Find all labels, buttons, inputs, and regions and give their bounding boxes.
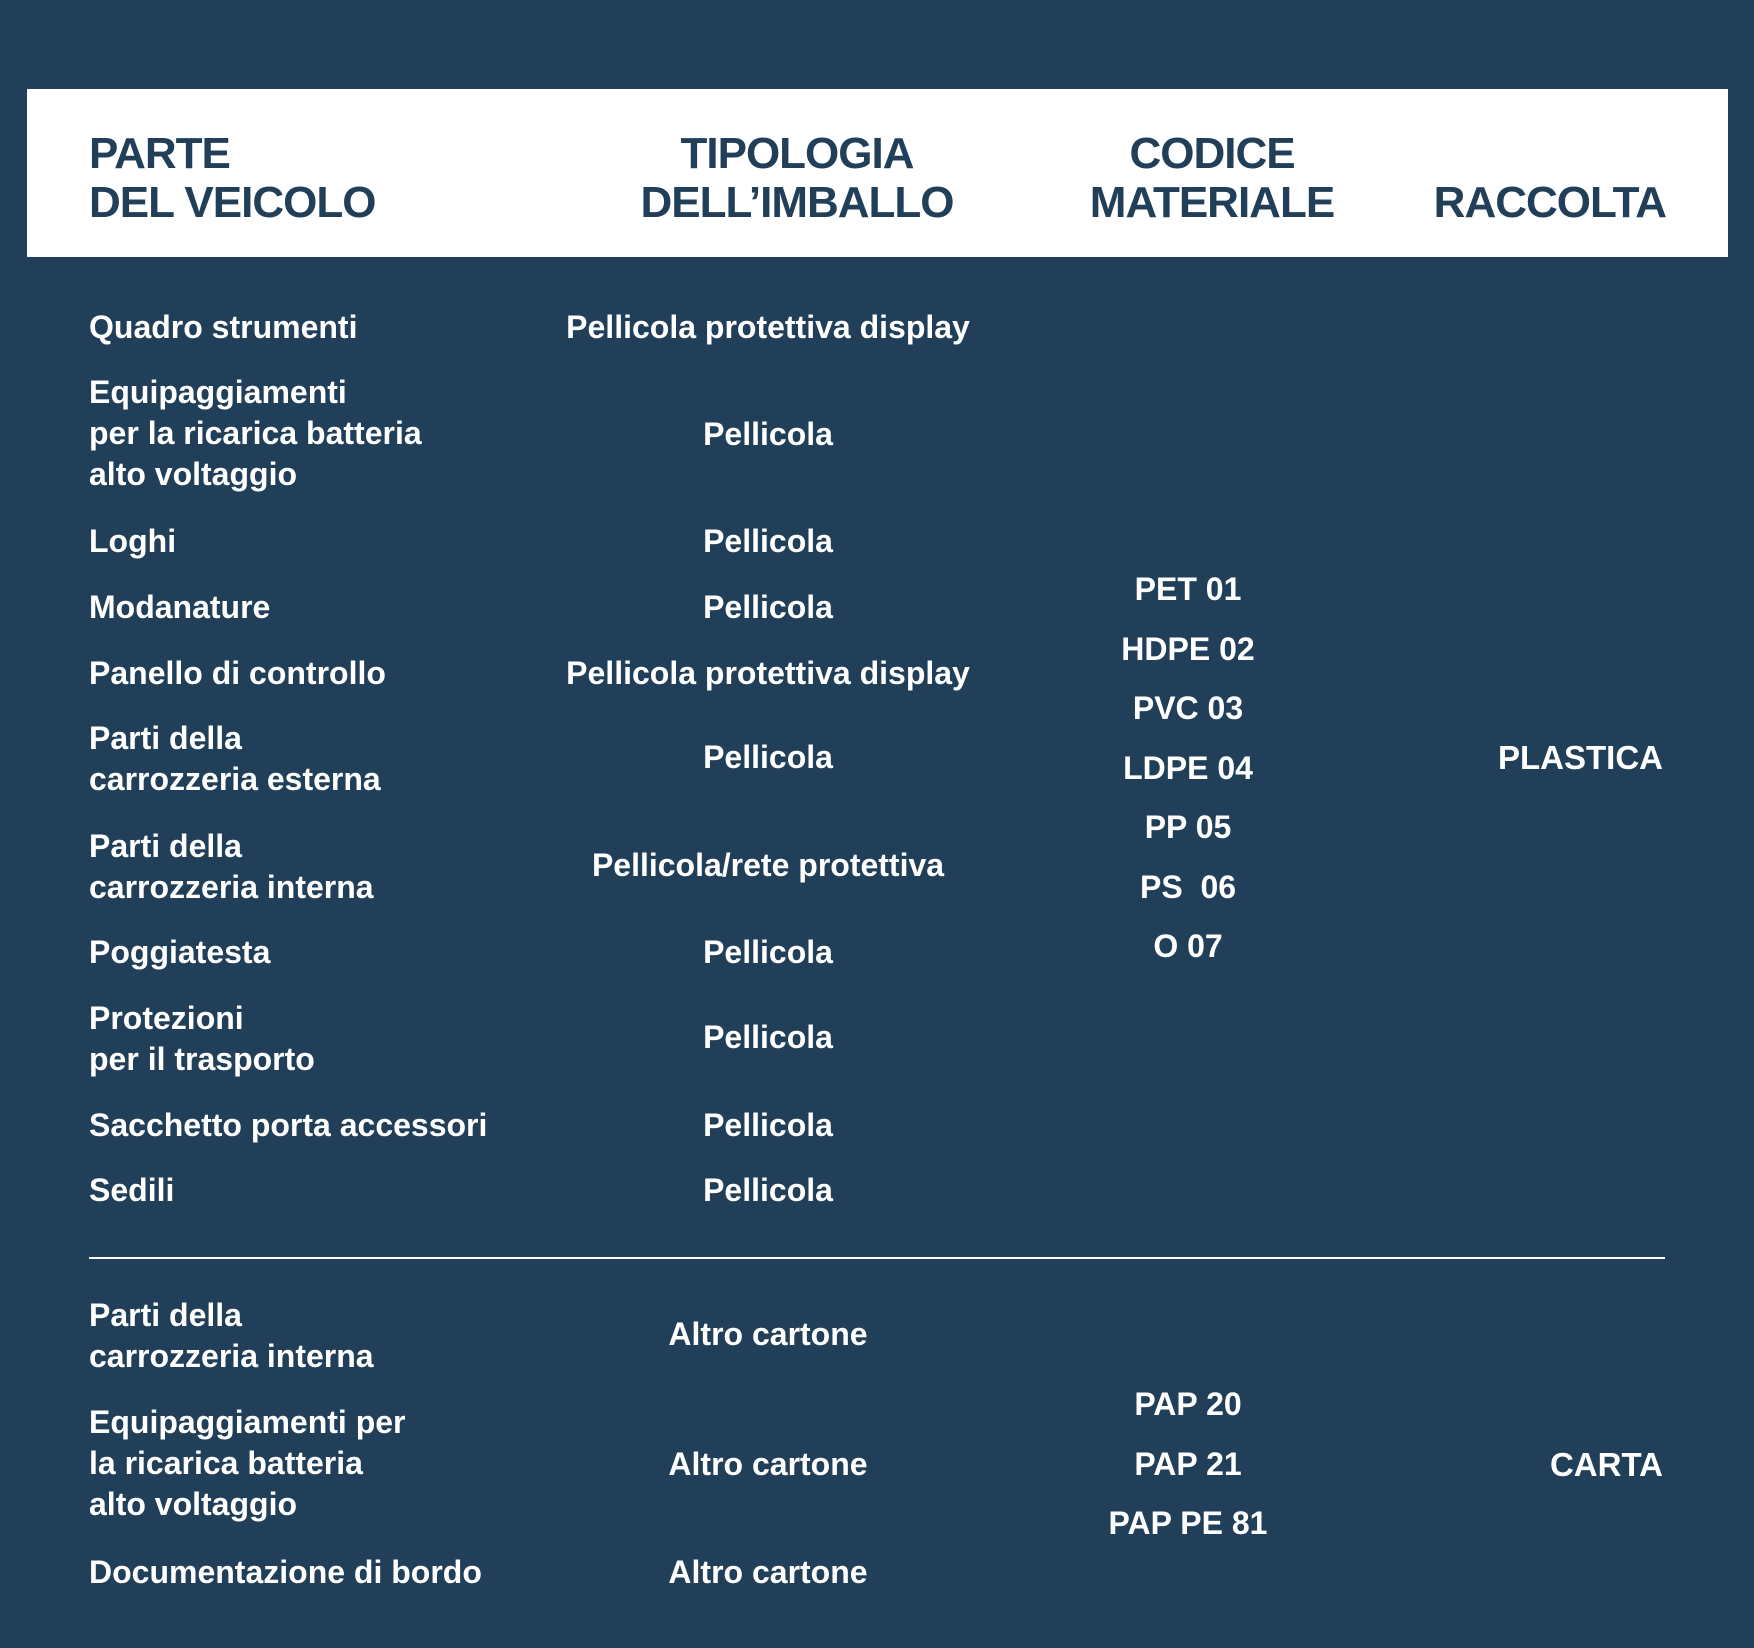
- part-line: Equipaggiamenti: [89, 374, 347, 410]
- group-divider: [89, 1257, 1665, 1259]
- material-code: PP 05: [1144, 809, 1232, 845]
- paper-row-1-type: Altro cartone: [668, 1446, 868, 1482]
- plastic-row-8-part: [89, 998, 315, 1080]
- part-line: Panello di controllo: [89, 655, 386, 691]
- material-code: O 07: [1153, 928, 1223, 964]
- part-line: alto voltaggio: [89, 456, 297, 492]
- material-code: PET 01: [1134, 571, 1242, 607]
- plastic-row-4-part: [89, 653, 386, 694]
- plastic-row-3-type: Pellicola: [703, 589, 833, 625]
- plastic-row-5-type: Pellicola: [703, 739, 833, 775]
- part-line: alto voltaggio: [89, 1486, 297, 1522]
- header-collection-line: RACCOLTA: [1433, 178, 1666, 227]
- material-code: PAP PE 81: [1108, 1505, 1268, 1541]
- part-line: per il trasporto: [89, 1041, 315, 1077]
- part-line: carrozzeria interna: [89, 1338, 374, 1374]
- header-code: [1037, 129, 1387, 227]
- plastic-row-7-type: Pellicola: [703, 934, 833, 970]
- material-code: PS 06: [1139, 868, 1237, 905]
- header-collection: [1434, 178, 1666, 227]
- material-code: HDPE 02: [1121, 630, 1255, 667]
- part-line: Parti della: [89, 1297, 242, 1333]
- plastic-row-6-part: [89, 826, 374, 908]
- plastic-row-10-part: [89, 1170, 174, 1211]
- paper-row-0-part: [89, 1295, 374, 1377]
- part-line: Sacchetto porta accessori: [89, 1107, 488, 1143]
- material-code: PVC 03: [1132, 690, 1244, 726]
- plastic-row-9-part: [89, 1105, 487, 1146]
- part-line: Equipaggiamenti per: [89, 1404, 406, 1440]
- part-line: la ricarica batteria: [89, 1445, 363, 1481]
- plastic-row-4-type: Pellicola protettiva display: [566, 655, 970, 691]
- plastic-codes: [1010, 560, 1366, 977]
- material-code: LDPE 04: [1123, 749, 1253, 786]
- paper-row-0-type: Altro cartone: [668, 1316, 868, 1352]
- plastic-row-7-part: [89, 932, 270, 973]
- part-line: Protezioni: [89, 1000, 244, 1036]
- material-code: PAP 21: [1134, 1445, 1242, 1482]
- header-type-line: DELL’IMBALLO: [640, 178, 954, 227]
- part-line: Sedili: [89, 1172, 175, 1208]
- part-line: Parti della: [89, 828, 242, 864]
- material-code: PAP 20: [1134, 1386, 1242, 1422]
- part-line: per la ricarica batteria: [89, 415, 422, 451]
- table-header: [27, 89, 1728, 257]
- header-part: [89, 129, 375, 227]
- plastic-row-1-part: [89, 372, 422, 495]
- part-line: carrozzeria esterna: [89, 761, 381, 797]
- header-type: [577, 129, 1017, 227]
- part-line: Parti della: [89, 720, 242, 756]
- header-code-line: MATERIALE: [1089, 178, 1335, 227]
- header-type-line: TIPOLOGIA: [680, 129, 914, 178]
- plastic-row-9-type: Pellicola: [703, 1107, 833, 1143]
- paper-codes: [1010, 1375, 1366, 1554]
- paper-collection: CARTA: [1549, 1446, 1663, 1483]
- plastic-row-6-type: Pellicola/rete protettiva: [591, 847, 945, 883]
- part-line: Modanature: [89, 589, 271, 625]
- header-code-line: CODICE: [1129, 129, 1295, 178]
- plastic-row-8-type: Pellicola: [703, 1019, 833, 1055]
- plastic-row-10-type: Pellicola: [703, 1172, 833, 1208]
- plastic-row-2-type: Pellicola: [703, 523, 833, 559]
- part-line: Loghi: [89, 523, 177, 559]
- plastic-collection: PLASTICA: [1498, 739, 1663, 776]
- part-line: Quadro strumenti: [89, 309, 358, 345]
- plastic-row-5-part: [89, 718, 381, 800]
- header-part-line: DEL VEICOLO: [89, 178, 376, 227]
- plastic-row-0-type: Pellicola protettiva display: [566, 309, 970, 345]
- plastic-row-1-type: Pellicola: [703, 416, 833, 452]
- paper-row-2-part: [89, 1552, 482, 1593]
- part-line: carrozzeria interna: [89, 869, 374, 905]
- part-line: Poggiatesta: [89, 934, 271, 970]
- header-part-line: PARTE: [89, 129, 230, 178]
- part-line: Documentazione di bordo: [89, 1554, 482, 1590]
- paper-row-2-type: Altro cartone: [668, 1554, 868, 1590]
- plastic-row-3-part: [89, 587, 270, 628]
- plastic-row-0-part: [89, 307, 357, 348]
- paper-row-1-part: [89, 1402, 405, 1525]
- plastic-row-2-part: [89, 521, 176, 562]
